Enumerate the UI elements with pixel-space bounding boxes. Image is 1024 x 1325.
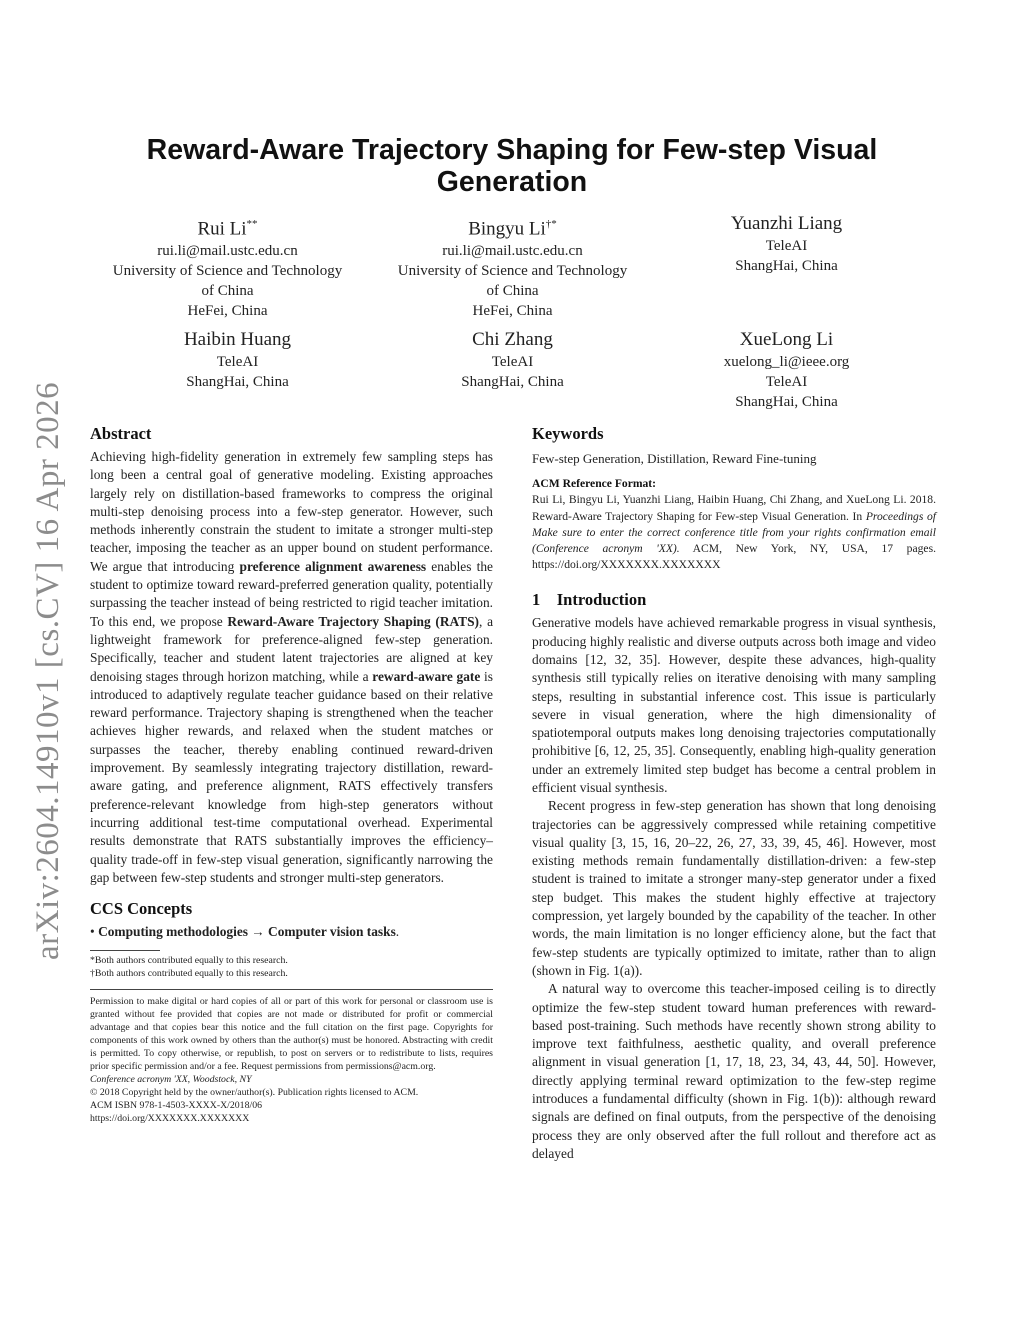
- author-name: Haibin Huang: [183, 329, 292, 350]
- ccs-period: .: [395, 924, 400, 940]
- author-6: [649, 328, 924, 412]
- author-email: xuelong_li@ieee.org: [723, 354, 850, 370]
- intro-paragraph-1: Generative models have achieved remarkable progress in visual synthesis, producing highly realistic and diverse outputs across both image and video domains [12, 32, 35]. However, despite these advances, high-quality synthesis still typically relies on iterative denoising with many sampling steps, resulting in substantial inference cost. This issue is particularly severe in visual generation, where the high dimensionality of spatiotemporal outputs makes long denoising trajectories computationally prohibitive [6, 12, 25, 35]. Consequently, enabling high-quality generation under an extremely limited step budget has become a central problem in efficient visual synthesis.: [532, 615, 936, 795]
- paper-title: Reward-Aware Trajectory Shaping for Few-step Visual Generation: [146, 134, 878, 198]
- abstract-emphasis: reward-aware gate: [372, 668, 481, 684]
- author-affiliation: TeleAI: [216, 354, 259, 370]
- footnote-rule: [90, 950, 160, 951]
- author-name: Yuanzhi Liang: [730, 213, 843, 234]
- acm-ref-part: ACM, New York, NY, USA, 17 pages. https://doi.org/XXXXXXX.XXXXXXX: [532, 541, 936, 572]
- arxiv-identifier: arXiv:2604.14910v1 [cs.CV] 16 Apr 2026: [30, 381, 66, 960]
- ccs-concept: Computing methodologies → Computer vision tasks: [98, 924, 396, 940]
- author-location: ShangHai, China: [186, 374, 289, 390]
- abstract-heading: Abstract: [90, 424, 152, 443]
- keywords-text: Few-step Generation, Distillation, Reward Fine-tuning: [532, 451, 817, 466]
- author-affiliation: TeleAI: [765, 374, 808, 390]
- author-affiliation: University of Science and Technology: [112, 263, 343, 280]
- permission-rule: [90, 989, 493, 990]
- right-column: [532, 423, 936, 1163]
- author-affiliation: University of Science and Technology: [397, 263, 628, 280]
- footnote-1: *Both authors contributed equally to this research.: [90, 955, 288, 967]
- author-email: rui.li@mail.ustc.edu.cn: [442, 243, 583, 260]
- keywords-heading: Keywords: [532, 424, 604, 443]
- intro-paragraph-2: Recent progress in few-step generation has shown that long denoising trajectories can be aggressively compressed while retaining competitive visual quality [3, 15, 16, 20–22, 26, 27, 33, 39, 45, 46]. However, most existing methods remain fundamentally distillation-driven: a few-step student is trained to imitate a stronger many-step generator under a fixed step budget. This makes the student highly effective at trajectory compression, yet largely bounded by the capability of the teacher. In other words, the main limitation is no longer efficiency alone, but the fact that few-step students are typically optimized to imitate, rather than to align (shown in Fig. 1(a)).: [532, 798, 936, 978]
- acm-ref-part: Rui Li, Bingyu Li, Yuanzhi Liang, Haibin Huang, Chi Zhang, and XueLong Li. 2018. Reward-Aware Trajectory Shaping for Few-step Visual Generation. In: [532, 493, 936, 523]
- author-affiliation-cont: of China: [201, 283, 254, 300]
- ccs-item: [90, 923, 493, 941]
- conference-name: Conference acronym 'XX, Woodstock, NY: [90, 1074, 252, 1086]
- author-affiliation-cont: of China: [486, 283, 539, 300]
- abstract-part: Achieving high-fidelity generation in extremely few sampling steps has long been a central goal of generative modeling. Existing approaches largely rely on distillation-based frameworks to compress the original multi-step denoising process into a few-step generator. However, such methods inherently constrain the student to imitate a stronger multi-step teacher, imposing the teacher as an upper bound on student performance. We argue that introducing: [90, 449, 493, 574]
- abstract-text: [90, 448, 493, 887]
- author-name: XueLong Li: [739, 329, 834, 350]
- footnote-2: †Both authors contributed equally to this research.: [90, 968, 288, 980]
- acm-reference-text: [532, 492, 936, 573]
- left-column: [90, 423, 493, 1125]
- abstract-emphasis: preference alignment awareness: [239, 558, 427, 574]
- author-name: Bingyu Li: [468, 218, 546, 240]
- author-location: HeFei, China: [472, 303, 553, 320]
- author-email: rui.li@mail.ustc.edu.cn: [157, 243, 298, 260]
- abstract-part: enables the student to optimize toward reward-preferred generation quality, potentially surpassing the teacher instead of being restricted to rigid teacher imitation. To this end, we propose: [90, 558, 493, 629]
- introduction-heading: 1 Introduction: [532, 590, 647, 610]
- author-mark: **: [246, 218, 258, 230]
- ccs-heading: CCS Concepts: [90, 899, 193, 919]
- ccs-bullet: •: [90, 924, 95, 940]
- isbn-line: ACM ISBN 978-1-4503-XXXX-X/2018/06: [90, 1100, 262, 1112]
- acm-reference-heading: ACM Reference Format:: [532, 477, 657, 491]
- author-location: ShangHai, China: [735, 258, 838, 274]
- author-2: [375, 212, 650, 321]
- intro-paragraph-3: A natural way to overcome this teacher-imposed ceiling is to directly optimize the few-step student toward human preferences with reward-based post-training. Such methods have recently shown strong ability to improve text faithfulness, aesthetic quality, and overall preference alignment in visual generation [1, 17, 18, 23, 34, 43, 44, 50]. However, directly applying terminal reward optimization to the few-step regime introduces a fundamental difficulty (shown in Fig. 1(b)): although reward signals are defined on final outputs, from the perspective of the denoising process they are only observed after the full rollout and therefore act as delayed: [532, 981, 936, 1161]
- author-3: [649, 212, 924, 276]
- author-location: ShangHai, China: [461, 374, 564, 390]
- author-name: Rui Li: [197, 218, 247, 240]
- author-5: [375, 328, 650, 392]
- author-location: HeFei, China: [187, 303, 268, 320]
- permission-notice: Permission to make digital or hard copies of all or part of this work for personal or classroom use is granted without fee provided that copies are not made or distributed for profit or commercial advantage and that copies bear this notice and the full citation on the first page. Copyrights for components of this work owned by others than the author(s) must be honored. Abstracting with credit is permitted. To copy otherwise, or republish, to post on servers or to redistribute to lists, requires prior specific permission and/or a fee. Request permissions from permissions@acm.org.: [90, 996, 493, 1073]
- abstract-part: , a lightweight framework for preference-aligned few-step generation. Specifically, teacher and student latent trajectories are aligned at key denoising stages through horizon matching, while a: [90, 613, 494, 684]
- abstract-part: is introduced to adaptively regulate teacher guidance based on their relative reward performance. Trajectory shaping is strengthened when the teacher achieves higher rewards, and relaxed when the student matches or surpasses the teacher, thereby enabling continued reward-driven improvement. By seamlessly integrating trajectory distillation, reward-aware gating, and preference alignment, RATS effectively transfers preference-relevant knowledge from high-step generators without incurring additional test-time computational overhead. Experimental results demonstrate that RATS substantially improves the efficiency–quality trade-off in few-step visual generation, significantly narrowing the gap between few-step students and stronger multi-step generators.: [90, 668, 493, 885]
- author-location: ShangHai, China: [735, 394, 838, 410]
- abstract-emphasis: Reward-Aware Trajectory Shaping (RATS): [227, 613, 480, 629]
- author-affiliation: TeleAI: [491, 354, 534, 370]
- author-name: Chi Zhang: [472, 329, 553, 350]
- doi-line: https://doi.org/XXXXXXX.XXXXXXX: [90, 1113, 250, 1125]
- author-mark: †*: [545, 218, 557, 230]
- author-1: [90, 212, 365, 321]
- author-affiliation: TeleAI: [765, 238, 808, 254]
- author-4: [100, 328, 375, 392]
- copyright-line: © 2018 Copyright held by the owner/author(s). Publication rights licensed to ACM.: [90, 1087, 419, 1099]
- conference-line: [90, 1073, 493, 1086]
- acm-ref-proceedings: Proceedings of Make sure to enter the correct conference title from your rights confirmation email (Conference acronym 'XX).: [532, 509, 936, 555]
